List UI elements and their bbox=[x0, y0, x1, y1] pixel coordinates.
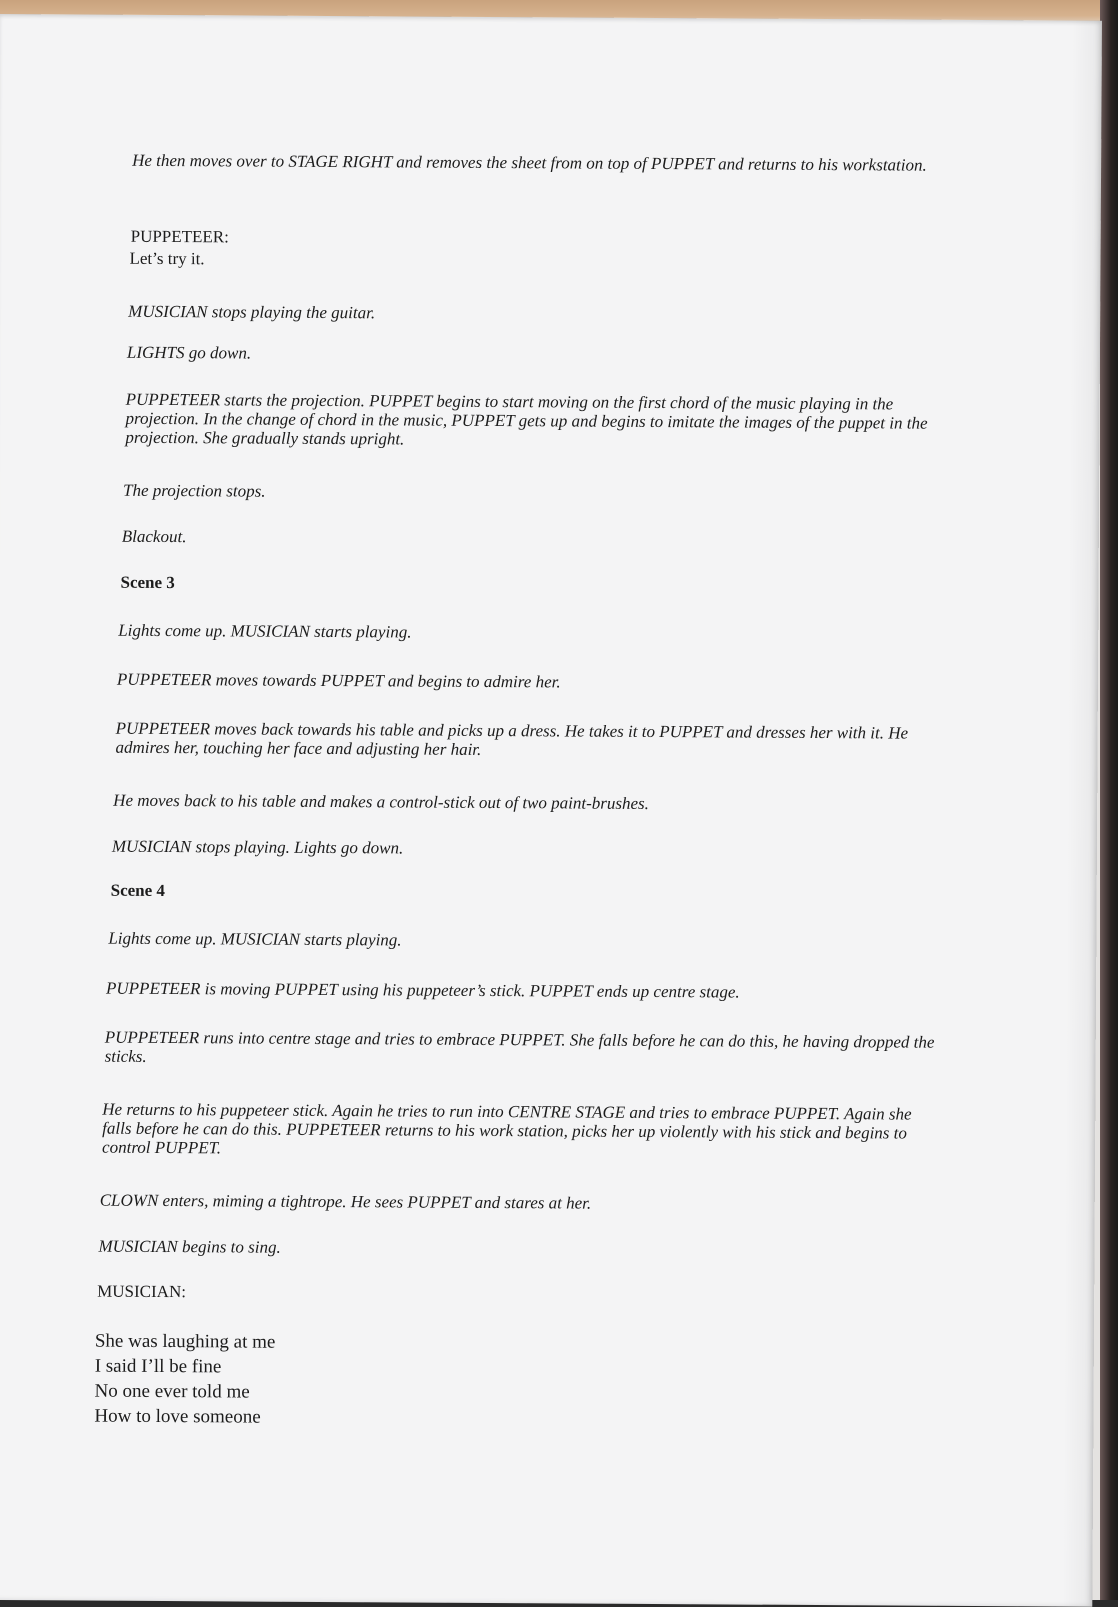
scene-heading: Scene 3 bbox=[120, 572, 175, 593]
stage-direction: MUSICIAN stops playing. Lights go down. bbox=[111, 836, 404, 858]
stage-direction: He moves back to his table and makes a control-stick out of two paint-brushes. bbox=[113, 790, 649, 813]
lyric-line: I said I’ll be fine bbox=[94, 1355, 222, 1378]
script-page bbox=[0, 14, 1102, 1607]
stage-direction: He then moves over to STAGE RIGHT and removes the sheet from on top of PUPPET and returns to his workstation. bbox=[132, 150, 927, 175]
lyric-line: She was laughing at me bbox=[94, 1330, 276, 1353]
script-content bbox=[0, 14, 1102, 1607]
scan-right-edge bbox=[1100, 0, 1118, 1600]
stage-direction: Blackout. bbox=[121, 526, 187, 547]
speaker-name: MUSICIAN: bbox=[97, 1281, 187, 1302]
song-lyrics bbox=[94, 1329, 275, 1430]
stage-direction: PUPPETEER is moving PUPPET using his puppeteer’s stick. PUPPET ends up centre stage. bbox=[105, 978, 740, 1002]
stage-direction: Lights come up. MUSICIAN starts playing. bbox=[108, 928, 402, 950]
stage-direction: LIGHTS go down. bbox=[126, 342, 252, 363]
stage-direction: MUSICIAN stops playing the guitar. bbox=[128, 301, 376, 323]
stage-direction: CLOWN enters, miming a tightrope. He sees PUPPET and stares at her. bbox=[99, 1190, 592, 1213]
stage-direction: He returns to his puppeteer stick. Again he tries to run into CENTRE STAGE and tries to embrace PUPPET. Again she falls before he can do this. PUPPETEER returns to his work station, picks her up violently with his stick and begins to control PUPPET. bbox=[102, 1099, 912, 1158]
scene-heading: Scene 4 bbox=[110, 880, 166, 901]
lyric-line: No one ever told me bbox=[94, 1380, 250, 1403]
stage-direction: PUPPETEER moves back towards his table and picks up a dress. He takes it to PUPPET and dresses her with it. He admires her, touching her face and adjusting her hair. bbox=[115, 718, 909, 759]
dialogue-line: Let’s try it. bbox=[129, 248, 205, 269]
stage-direction: PUPPETEER runs into centre stage and tries to embrace PUPPET. She falls before he can do this, he having dropped the sticks. bbox=[104, 1027, 935, 1066]
stage-direction: The projection stops. bbox=[123, 480, 266, 501]
stage-direction: Lights come up. MUSICIAN starts playing. bbox=[118, 620, 412, 642]
stage-direction: MUSICIAN begins to sing. bbox=[98, 1236, 281, 1257]
stage-direction: PUPPETEER moves towards PUPPET and begins to admire her. bbox=[116, 669, 561, 692]
stage-direction: PUPPETEER starts the projection. PUPPET begins to start moving on the first chord of the music playing in the projection. In the change of chord in the music, PUPPET gets up and begins to imitate the images of the puppet in the projection. She gradually stands upright. bbox=[125, 389, 928, 449]
speaker-name: PUPPETEER: bbox=[130, 226, 229, 247]
lyric-line: How to love someone bbox=[94, 1405, 261, 1428]
